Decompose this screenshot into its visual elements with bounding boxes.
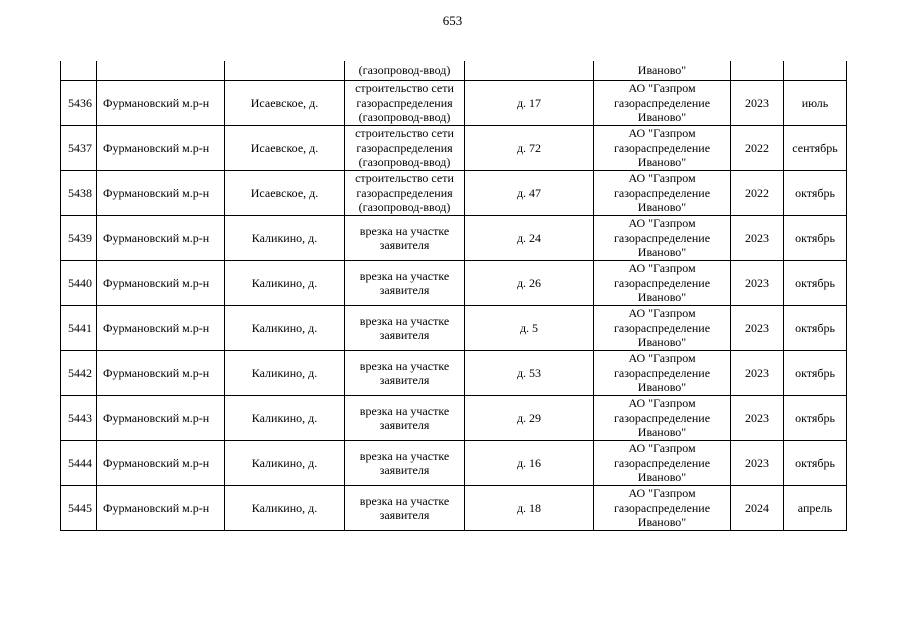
house-cell: д. 29	[465, 396, 594, 441]
row-number-cell: 5442	[61, 351, 97, 396]
work-type-cell	[345, 486, 465, 531]
house-cell: д. 47	[465, 171, 594, 216]
organization-cell	[594, 396, 731, 441]
table-row	[61, 126, 847, 171]
district-cell: Фурмановский м.р-н	[97, 216, 225, 261]
work-line: заявителя	[379, 418, 430, 432]
work-line: строительство сети	[355, 126, 454, 141]
year-cell: 2022	[731, 126, 784, 171]
row-number-cell: 5440	[61, 261, 97, 306]
row-number-cell: 5444	[61, 441, 97, 486]
work-line: газораспределения	[356, 95, 453, 110]
org-line: газораспределение	[613, 185, 711, 200]
work-line: врезка на участке	[359, 313, 450, 328]
organization-cell	[594, 261, 731, 306]
house-cell: д. 53	[465, 351, 594, 396]
district-cell: Фурмановский м.р-н	[97, 171, 225, 216]
org-line: Иваново"	[637, 155, 687, 170]
row-number-cell: 5441	[61, 306, 97, 351]
year-cell: 2023	[731, 306, 784, 351]
cell-empty	[465, 61, 594, 81]
settlement-cell: Каликино, д.	[225, 351, 345, 396]
organization-cell: Иваново"	[594, 61, 731, 81]
org-line: Иваново"	[637, 470, 687, 485]
work-line: заявителя	[379, 463, 430, 477]
month-cell: октябрь	[784, 171, 847, 216]
month-cell: октябрь	[784, 216, 847, 261]
settlement-cell: Исаевское, д.	[225, 81, 345, 126]
month-cell: октябрь	[784, 441, 847, 486]
row-number-cell: 5438	[61, 171, 97, 216]
org-line: АО "Газпром	[628, 171, 696, 186]
year-cell: 2023	[731, 351, 784, 396]
work-line: заявителя	[379, 508, 430, 522]
table-row	[61, 486, 847, 531]
district-cell: Фурмановский м.р-н	[97, 441, 225, 486]
org-line: АО "Газпром	[628, 216, 696, 231]
work-type-cell	[345, 216, 465, 261]
work-line: врезка на участке	[359, 448, 450, 463]
org-line: газораспределение	[613, 95, 711, 110]
district-cell: Фурмановский м.р-н	[97, 396, 225, 441]
settlement-cell: Каликино, д.	[225, 306, 345, 351]
district-cell: Фурмановский м.р-н	[97, 306, 225, 351]
house-cell: д. 26	[465, 261, 594, 306]
work-line: строительство сети	[355, 171, 454, 186]
cell-empty	[784, 61, 847, 81]
year-cell: 2023	[731, 81, 784, 126]
org-line: АО "Газпром	[628, 261, 696, 276]
district-cell: Фурмановский м.р-н	[97, 486, 225, 531]
org-line: газораспределение	[613, 230, 711, 245]
org-line: газораспределение	[613, 140, 711, 155]
work-line: (газопровод-ввод)	[358, 155, 451, 170]
org-line: Иваново"	[637, 335, 687, 350]
house-cell: д. 5	[465, 306, 594, 351]
org-line: АО "Газпром	[628, 306, 696, 321]
work-type-cell	[345, 396, 465, 441]
organization-cell	[594, 81, 731, 126]
settlement-cell: Каликино, д.	[225, 396, 345, 441]
year-cell: 2024	[731, 486, 784, 531]
org-line: АО "Газпром	[628, 81, 696, 96]
org-line: АО "Газпром	[628, 351, 696, 366]
org-line: АО "Газпром	[628, 126, 696, 141]
district-cell: Фурмановский м.р-н	[97, 126, 225, 171]
organization-cell	[594, 351, 731, 396]
org-line: Иваново"	[637, 245, 687, 260]
org-line: газораспределение	[613, 500, 711, 515]
row-number-cell: 5439	[61, 216, 97, 261]
table-row	[61, 396, 847, 441]
page-number: 653	[442, 13, 463, 28]
house-cell: д. 17	[465, 81, 594, 126]
row-number-cell: 5436	[61, 81, 97, 126]
table-row	[61, 306, 847, 351]
work-line: строительство сети	[355, 81, 454, 96]
org-line: газораспределение	[613, 455, 711, 470]
district-cell: Фурмановский м.р-н	[97, 351, 225, 396]
house-cell: д. 24	[465, 216, 594, 261]
work-type-cell: (газопровод-ввод)	[345, 61, 465, 81]
settlement-cell: Каликино, д.	[225, 486, 345, 531]
year-cell: 2023	[731, 261, 784, 306]
cell-empty	[731, 61, 784, 81]
settlement-cell: Каликино, д.	[225, 441, 345, 486]
settlement-cell: Исаевское, д.	[225, 126, 345, 171]
table-row	[61, 216, 847, 261]
work-line: газораспределения	[356, 140, 453, 155]
month-cell: сентябрь	[784, 126, 847, 171]
settlement-cell: Каликино, д.	[225, 261, 345, 306]
org-line: Иваново"	[637, 290, 687, 305]
gasification-table	[60, 61, 847, 531]
cell-empty	[225, 61, 345, 81]
organization-cell	[594, 441, 731, 486]
organization-cell	[594, 306, 731, 351]
year-cell: 2023	[731, 441, 784, 486]
work-line: врезка на участке	[359, 403, 450, 418]
cell-empty	[97, 61, 225, 81]
row-number-cell: 5443	[61, 396, 97, 441]
org-line: газораспределение	[613, 365, 711, 380]
settlement-cell: Исаевское, д.	[225, 171, 345, 216]
org-line: Иваново"	[637, 200, 687, 215]
organization-cell	[594, 216, 731, 261]
work-line: заявителя	[379, 328, 430, 342]
year-cell: 2022	[731, 171, 784, 216]
table-row-continuation	[61, 61, 847, 81]
organization-cell	[594, 486, 731, 531]
table-row	[61, 171, 847, 216]
org-line: Иваново"	[637, 110, 687, 125]
org-line: Иваново"	[637, 380, 687, 395]
organization-cell	[594, 171, 731, 216]
month-cell: октябрь	[784, 261, 847, 306]
org-line: газораспределение	[613, 410, 711, 425]
house-cell: д. 16	[465, 441, 594, 486]
month-cell: апрель	[784, 486, 847, 531]
org-line: АО "Газпром	[628, 441, 696, 456]
work-line: врезка на участке	[359, 268, 450, 283]
month-cell: июль	[784, 81, 847, 126]
work-type-cell	[345, 126, 465, 171]
row-number-cell: 5437	[61, 126, 97, 171]
work-line: врезка на участке	[359, 358, 450, 373]
cell-empty	[61, 61, 97, 81]
work-type-cell	[345, 171, 465, 216]
year-cell: 2023	[731, 396, 784, 441]
org-line: Иваново"	[637, 515, 687, 530]
work-type-cell	[345, 81, 465, 126]
table-row	[61, 351, 847, 396]
work-line: врезка на участке	[359, 223, 450, 238]
work-line: (газопровод-ввод)	[358, 200, 451, 215]
org-line: АО "Газпром	[628, 396, 696, 411]
settlement-cell: Каликино, д.	[225, 216, 345, 261]
work-line: газораспределения	[356, 185, 453, 200]
org-line: АО "Газпром	[628, 486, 696, 501]
month-cell: октябрь	[784, 396, 847, 441]
org-line: Иваново"	[637, 425, 687, 440]
org-line: газораспределение	[613, 275, 711, 290]
district-cell: Фурмановский м.р-н	[97, 81, 225, 126]
work-type-cell	[345, 306, 465, 351]
work-line: врезка на участке	[359, 493, 450, 508]
organization-cell	[594, 126, 731, 171]
row-number-cell: 5445	[61, 486, 97, 531]
work-line: заявителя	[379, 373, 430, 387]
district-cell: Фурмановский м.р-н	[97, 261, 225, 306]
year-cell: 2023	[731, 216, 784, 261]
house-cell: д. 18	[465, 486, 594, 531]
work-type-cell	[345, 351, 465, 396]
house-cell: д. 72	[465, 126, 594, 171]
org-line: газораспределение	[613, 320, 711, 335]
month-cell: октябрь	[784, 351, 847, 396]
work-type-cell	[345, 441, 465, 486]
work-line: заявителя	[379, 238, 430, 252]
work-line: (газопровод-ввод)	[358, 110, 451, 125]
table-row	[61, 81, 847, 126]
work-type-cell	[345, 261, 465, 306]
month-cell: октябрь	[784, 306, 847, 351]
table-row	[61, 441, 847, 486]
table-row	[61, 261, 847, 306]
work-line: заявителя	[379, 283, 430, 297]
